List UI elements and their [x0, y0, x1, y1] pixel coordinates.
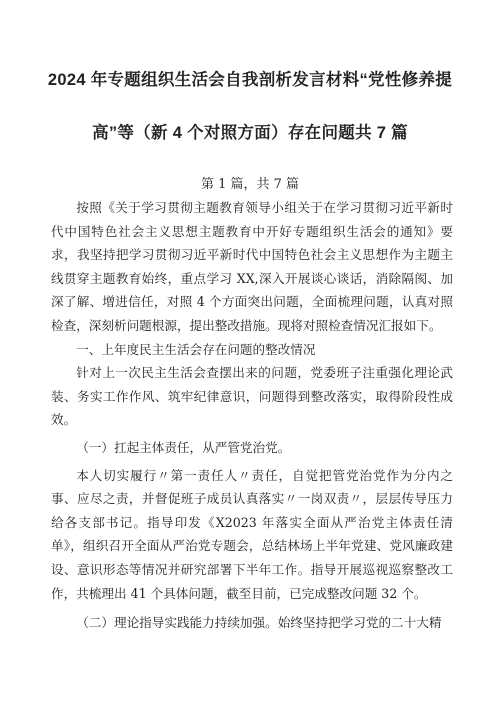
body-paragraph: 针对上一次民主生活会查摆出来的问题，党委班子注重强化理论武装、务实工作作风、筑牢纪律意识，问题得到整改落实，取得阶段性成效。 [51, 365, 453, 428]
subsection-heading: （一）扛起主体责任，从严管党治党。 [76, 439, 291, 455]
subsection-heading: （二）理论指导实践能力持续加强。始终坚持把学习党的二十大精 [76, 615, 442, 631]
body-paragraph: 本人切实履行〃第一责任人〃责任，自觉把管党治党作为分内之事、应尽之责，并督促班子成员认真落实〃一岗双责〃，层层传导压力给各支部书记。指导印发《X2023 年落实全面从严治党主体责任清单》，组织召开全面从严治党专题会，总结林场上半年党建、党风廉政建设、意识形态等情况并研究部署下半年工作。指导开展巡视巡察整改工作，共梳理出 41 个具体问题，截至目前，已完成整改问题 32 个。 [51, 467, 453, 601]
section-counter: 第 1 篇，共 7 篇 [200, 177, 300, 192]
document-title-line-1: 2024 年专题组织生活会自我剖析发言材料“党性修养提 [47, 71, 453, 89]
section-heading: 一、上年度民主生活会存在问题的整改情况 [76, 341, 316, 357]
document-title-line-2: 高”等（新 4 个对照方面）存在问题共 7 篇 [92, 124, 408, 142]
document-body [51, 196, 453, 635]
intro-paragraph: 按照《关于学习贯彻主题教育领导小组关于在学习贯彻习近平新时代中国特色社会主义思想主题教育中开好专题组织生活会的通知》要求，我坚持把学习贯彻习近平新时代中国特色社会主义思想作为主题主线贯穿主题教育始终，重点学习 XX,深入开展谈心谈话，消除隔阂、加深了解、增进信任，对照 4 个方面突出问题，全面梳理问题，认真对照检查，深刻析问题根源，提出整改措施。现将对照检查情况汇报如下。 [51, 200, 453, 333]
